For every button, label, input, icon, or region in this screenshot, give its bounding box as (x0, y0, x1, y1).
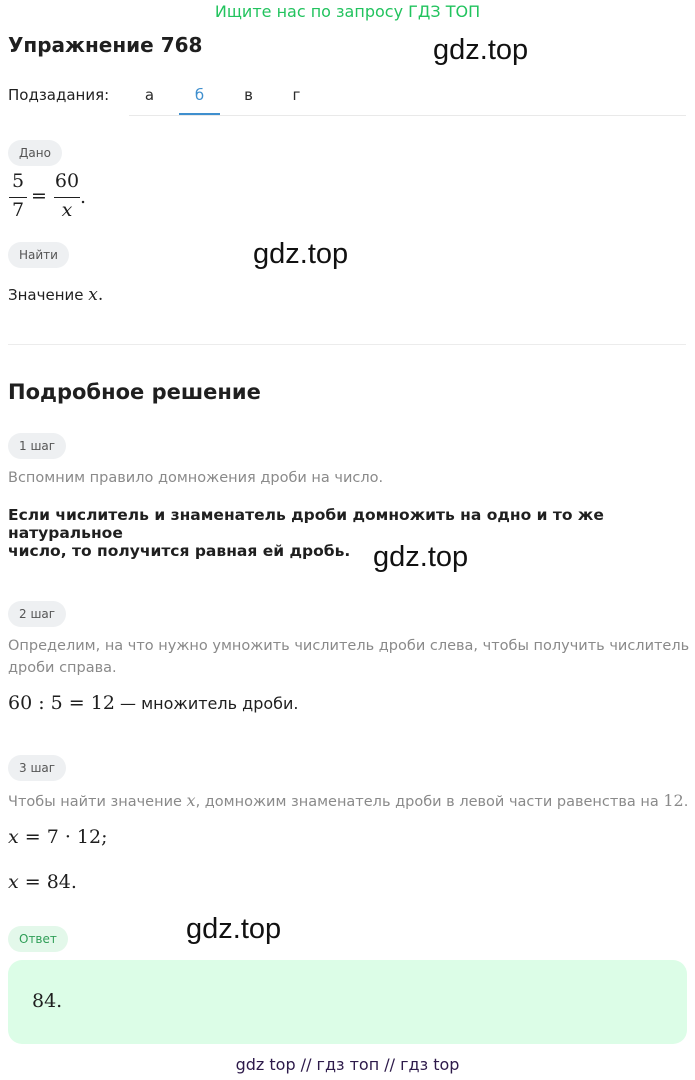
fraction-numerator: 5 (11, 170, 25, 192)
step-2-intro-line2: дроби справа. (8, 660, 117, 676)
subtasks-label: Подзадания: (8, 86, 110, 104)
given-period: . (80, 186, 87, 208)
step-3-line2-var: x (8, 871, 19, 893)
find-variable: x (88, 285, 98, 305)
search-hint-banner: Ищите нас по запросу ГДЗ ТОП (214, 2, 481, 21)
step-1-chip: 1 шаг (8, 433, 66, 459)
step-3-intro-a: Чтобы найти значение (8, 794, 187, 810)
step-1-rule-line2: число, то получится равная ей дробь. (8, 542, 351, 560)
fraction-numerator: 60 (54, 170, 80, 192)
find-period: . (97, 285, 104, 305)
page-title: Упражнение 768 (8, 33, 203, 57)
step-3-chip: 3 шаг (8, 755, 66, 781)
step-3-line1-rest: = 7 · 12; (18, 826, 108, 848)
watermark: gdz.top (373, 541, 469, 573)
tab-b[interactable]: б (179, 72, 220, 115)
answer-box (8, 960, 687, 1044)
step-3-intro-b: , домножим знаменатель дроби в левой части равенства на (195, 794, 664, 810)
fraction-bar (54, 197, 80, 198)
step-2-intro-line1: Определим, на что нужно умножить числитель дроби слева, чтобы получить числитель (8, 638, 690, 654)
footer-link-gdz-top[interactable]: gdz top (235, 1055, 296, 1074)
step-1-rule-line1: Если числитель и знаменатель дроби домножить на одно и то же натуральное (8, 506, 604, 542)
footer-link-gdz-top-ru[interactable]: гдз топ (316, 1055, 380, 1074)
watermark: gdz.top (433, 34, 529, 66)
step-3-intro (8, 791, 688, 810)
watermark: gdz.top (253, 238, 349, 270)
step-3-line2 (8, 871, 77, 893)
solution-heading: Подробное решение (8, 380, 261, 404)
find-text: Значение (8, 286, 84, 304)
section-divider (8, 344, 686, 345)
answer-chip: Ответ (8, 926, 68, 952)
subtask-tabs (129, 72, 686, 116)
step-3-intro-var: x (186, 791, 196, 810)
equals-sign: = (31, 185, 47, 207)
step-2-formula-line (8, 692, 299, 714)
step-3-intro-end: . (683, 794, 689, 810)
find-statement (8, 285, 103, 305)
tab-v[interactable]: в (244, 86, 253, 104)
step-3-line2-rest: = 84. (18, 871, 77, 893)
fraction-denominator: x (61, 199, 73, 221)
footer-link-gdz-top-mixed[interactable]: гдз top (400, 1055, 460, 1074)
fraction-bar (9, 197, 27, 198)
step-3-line1 (8, 826, 108, 848)
tab-a[interactable]: а (144, 86, 155, 104)
fraction-denominator: 7 (11, 199, 25, 221)
watermark: gdz.top (186, 913, 282, 945)
step-2-chip: 2 шаг (8, 601, 66, 627)
find-chip: Найти (8, 242, 69, 268)
step-3-line1-var: x (8, 826, 19, 848)
footer-separator: // (379, 1055, 401, 1074)
given-left-fraction (8, 170, 28, 224)
given-chip: Дано (8, 140, 62, 166)
answer-value: 84. (32, 990, 63, 1012)
tab-g[interactable]: г (292, 86, 301, 104)
footer-separator: // (295, 1055, 317, 1074)
step-2-formula: 60 : 5 = 12 (8, 692, 115, 714)
given-right-fraction (53, 170, 81, 224)
step-1-intro: Вспомним правило домножения дроби на число. (8, 470, 384, 486)
step-2-formula-tail: — множитель дроби. (114, 694, 299, 713)
footer-links (0, 1055, 695, 1074)
step-3-intro-num: 12 (663, 791, 684, 810)
